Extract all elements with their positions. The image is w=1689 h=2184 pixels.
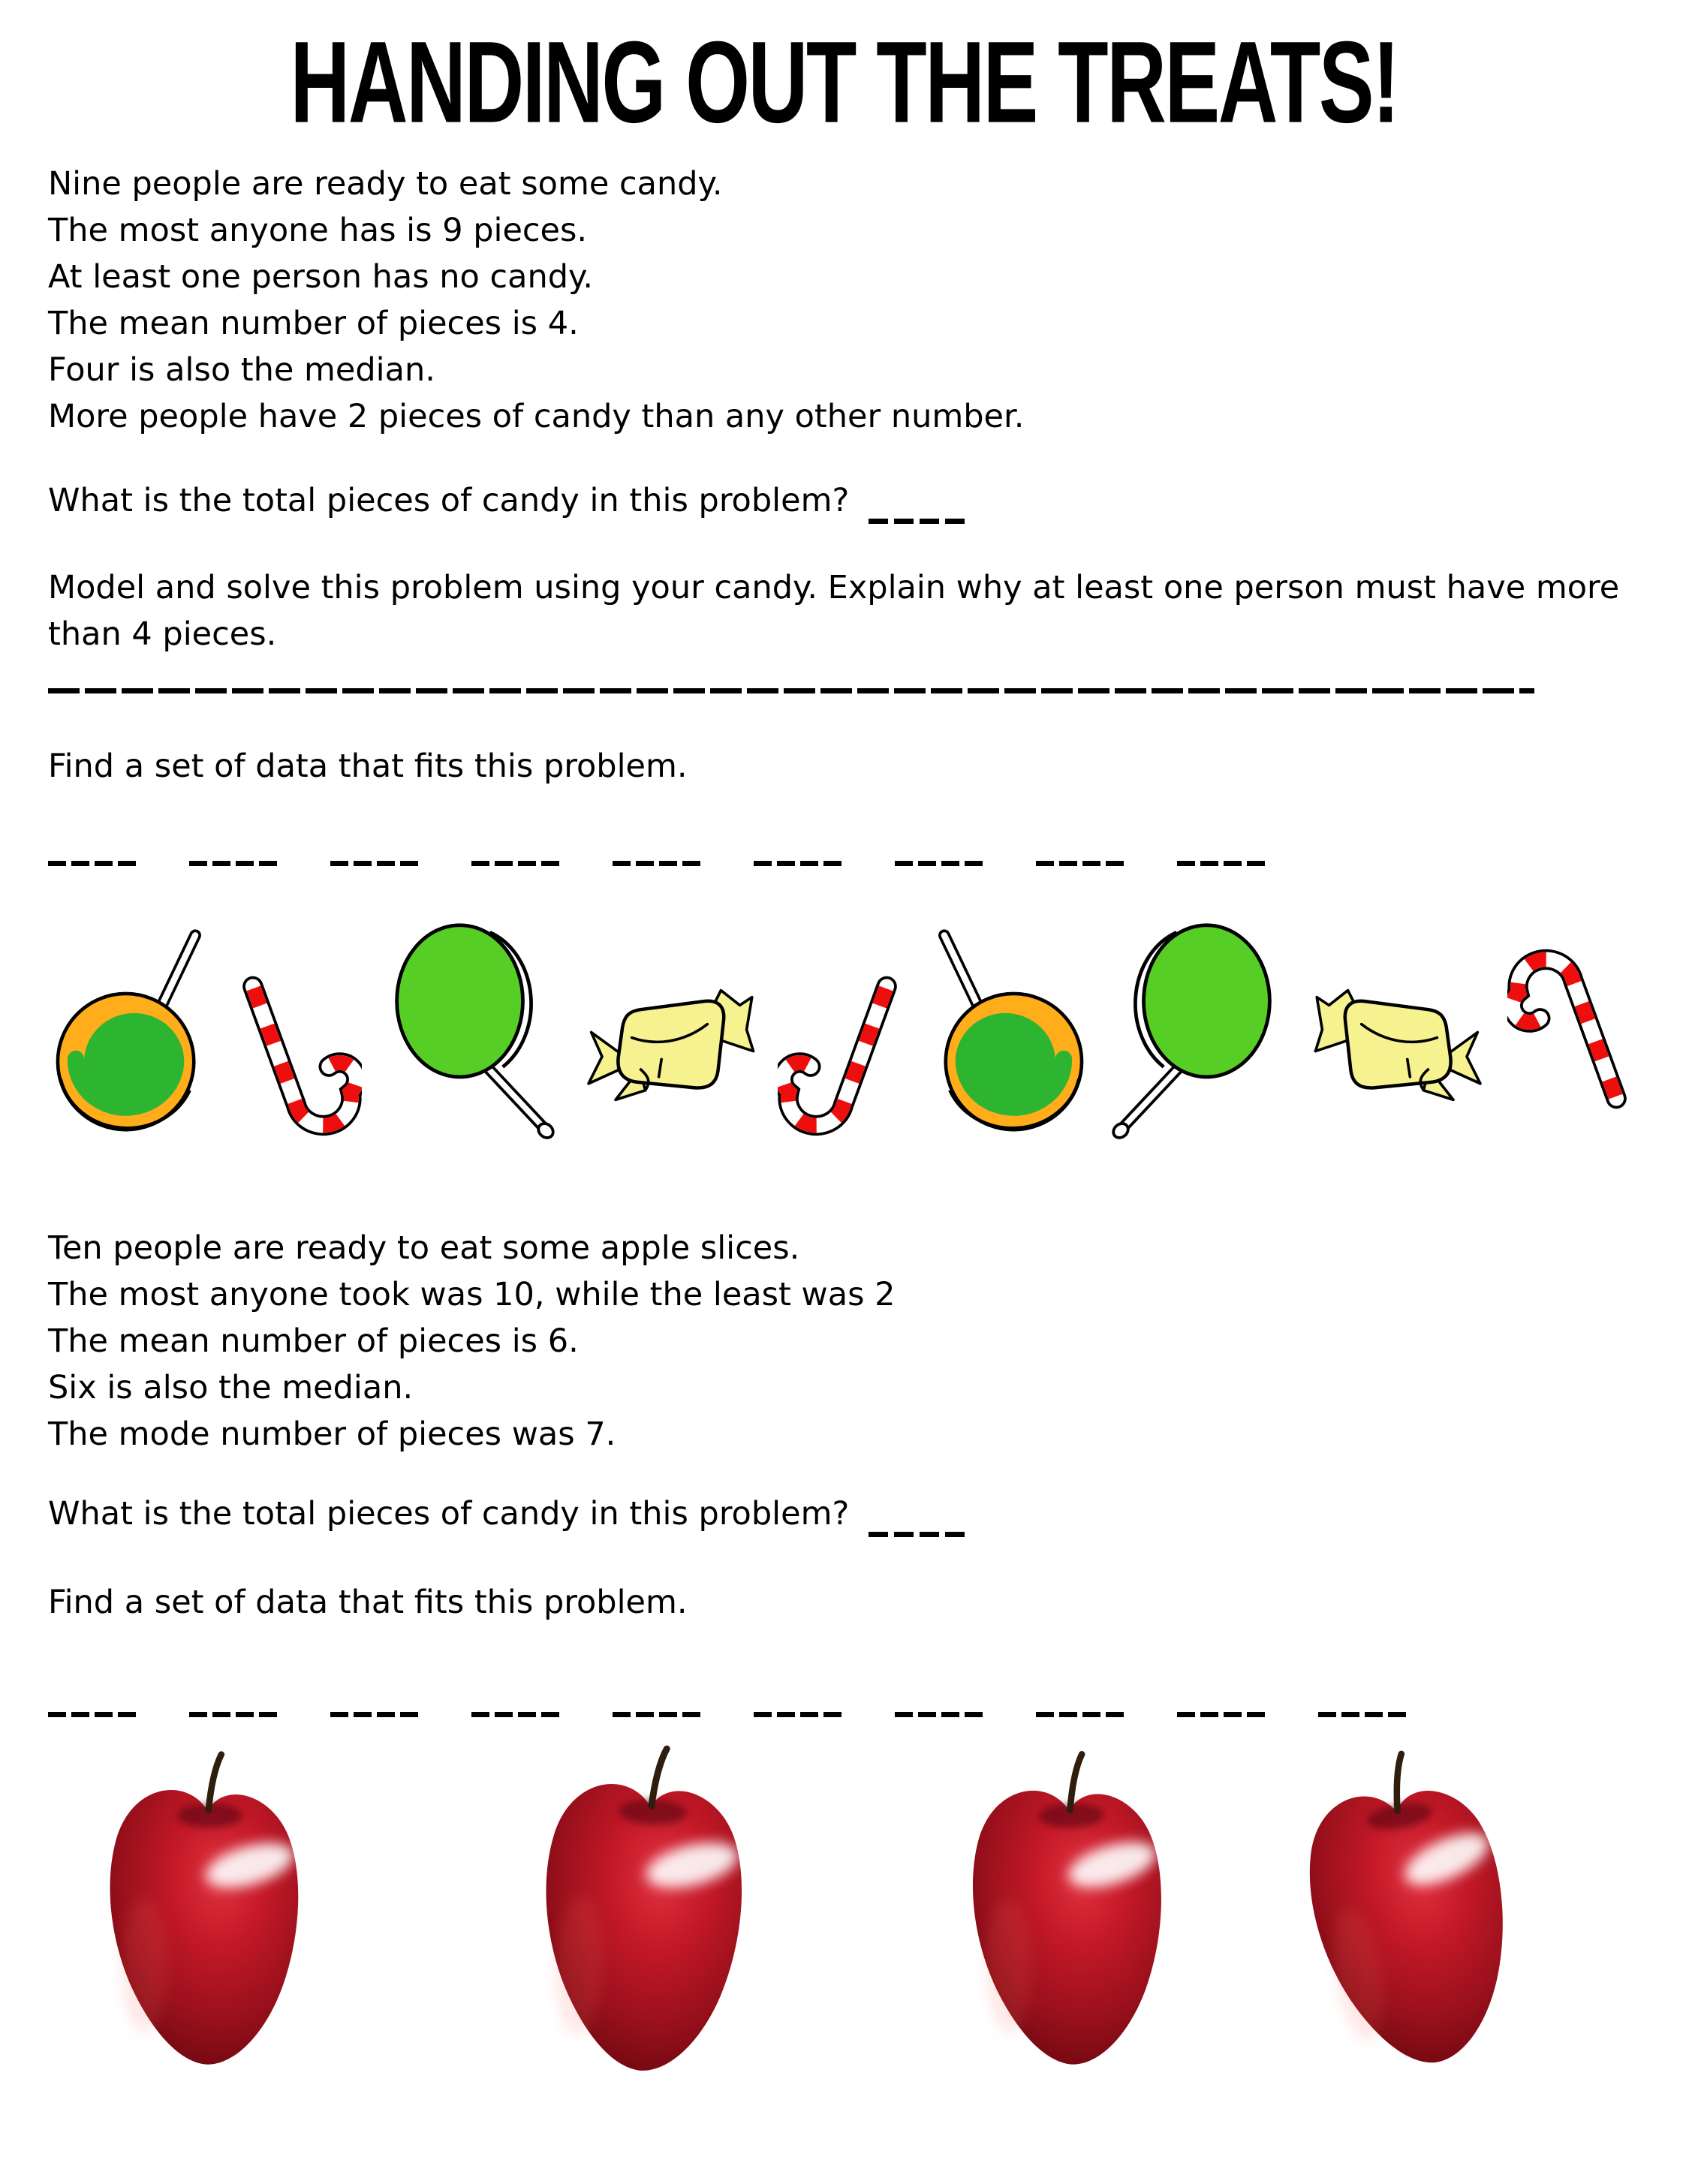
problem1-total-question <box>48 477 1641 524</box>
apples-clipart-row <box>71 1740 1641 2083</box>
statement-line: Six is also the median. <box>48 1369 414 1406</box>
green-lollipop-icon <box>375 911 561 1148</box>
red-apple-photo <box>498 1728 792 2095</box>
blank-line <box>1036 860 1126 866</box>
blank-line <box>613 1711 703 1717</box>
wrapped-candy-icon <box>575 967 764 1130</box>
wrapped-candy-icon <box>1305 967 1494 1130</box>
page-title: HANDING OUT THE TREATS! <box>290 17 1398 147</box>
statement-line: The mode number of pieces was 7. <box>48 1415 616 1453</box>
blank-line <box>754 1711 844 1717</box>
statement-line: The most anyone took was 10, while the least was 2 <box>48 1276 896 1313</box>
candy-clipart-row <box>48 910 1641 1157</box>
statement-line: The most anyone has is 9 pieces. <box>48 212 588 249</box>
green-lollipop-icon <box>1105 911 1291 1148</box>
problem1-statement <box>48 161 1641 440</box>
statement-line: The mean number of pieces is 6. <box>48 1322 579 1360</box>
question-text: What is the total pieces of candy in this problem? <box>48 482 850 519</box>
problem2-data-blanks <box>48 1711 1641 1717</box>
blank-line <box>1318 1711 1408 1717</box>
statement-line: Ten people are ready to eat some apple slices. <box>48 1229 800 1267</box>
problem1-data-blanks <box>48 860 1641 866</box>
question-text: What is the total pieces of candy in this problem? <box>48 1495 850 1533</box>
prompt-line: than 4 pieces. <box>48 615 277 653</box>
page-header <box>48 18 1641 147</box>
writing-line <box>48 687 1534 693</box>
blank-line <box>48 1711 138 1717</box>
problem2-statement <box>48 1225 1641 1458</box>
blank-line <box>330 860 420 866</box>
blank-line <box>189 1711 279 1717</box>
red-apple-photo <box>931 1737 1207 2086</box>
swirl-lollipop-icon <box>925 916 1091 1145</box>
blank-line <box>189 860 279 866</box>
prompt-line: Model and solve this problem using your candy. Explain why at least one person must have more <box>48 569 1620 606</box>
answer-blank <box>869 1507 966 1537</box>
statement-line: More people have 2 pieces of candy than any other number. <box>48 398 1025 435</box>
blank-line <box>613 860 703 866</box>
statement-line: Nine people are ready to eat some candy. <box>48 165 723 203</box>
blank-line <box>1177 1711 1267 1717</box>
problem2-find-prompt: Find a set of data that fits this problem. <box>48 1584 688 1621</box>
problem1-model-prompt <box>48 564 1641 657</box>
statement-line: The mean number of pieces is 4. <box>48 305 579 342</box>
blank-line <box>1036 1711 1126 1717</box>
answer-blank <box>869 494 966 524</box>
candy-cane-icon <box>228 943 362 1162</box>
statement-line: Four is also the median. <box>48 351 435 389</box>
blank-line <box>754 860 844 866</box>
statement-line: At least one person has no candy. <box>48 258 594 296</box>
problem1-find-prompt: Find a set of data that fits this problem. <box>48 748 688 785</box>
blank-line <box>895 1711 985 1717</box>
swirl-lollipop-icon <box>48 916 215 1145</box>
blank-line <box>471 1711 561 1717</box>
blank-line <box>330 1711 420 1717</box>
blank-line <box>895 860 985 866</box>
candy-cane-icon <box>778 943 911 1162</box>
red-apple-photo <box>1250 1721 1570 2103</box>
blank-line <box>48 860 138 866</box>
candy-cane-icon <box>1507 923 1641 1142</box>
red-apple-photo <box>71 1740 341 2083</box>
problem2-total-question <box>48 1491 1641 1537</box>
blank-line <box>1177 860 1267 866</box>
blank-line <box>471 860 561 866</box>
